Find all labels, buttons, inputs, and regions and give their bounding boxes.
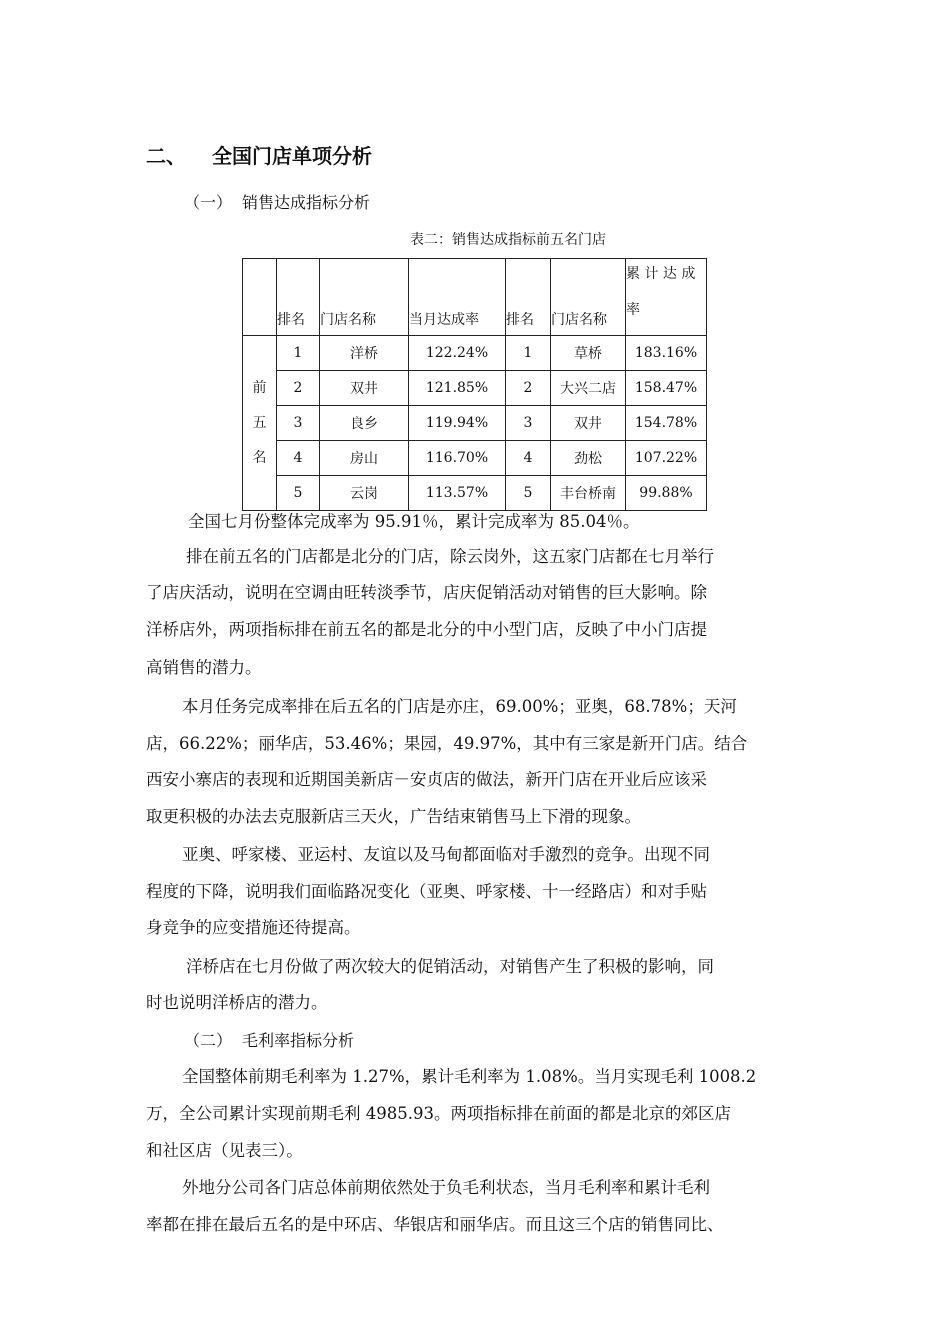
section-title: 全国门店单项分析	[212, 144, 372, 168]
cell-rank1: 5	[277, 476, 320, 511]
header-store-1: 门店名称	[320, 259, 409, 336]
cell-store2: 劲松	[551, 441, 626, 476]
subsection-title: 销售达成指标分析	[242, 193, 371, 212]
body-line: 率都在排在最后五名的是中环店、华银店和丽华店。而且这三个店的销售同比、	[146, 1215, 724, 1234]
cell-rate1: 119.94%	[409, 406, 506, 441]
body-line: 取更积极的办法去克服新店三天火，广告结束销售马上下滑的现象。	[146, 807, 641, 826]
subsection-number: （二）	[184, 1031, 233, 1050]
subsection-title: 毛利率指标分析	[242, 1031, 355, 1050]
body-line: 排在前五名的门店都是北分的门店，除云岗外，这五家门店都在七月举行	[186, 547, 714, 566]
subsection-heading-2	[184, 1028, 354, 1051]
cell-rate2: 183.16%	[626, 336, 707, 371]
cell-store2: 草桥	[551, 336, 626, 371]
cell-rank2: 1	[506, 336, 551, 371]
header-rank-1: 排名	[277, 259, 320, 336]
cell-rate2: 154.78%	[626, 406, 707, 441]
body-line: 洋桥店在七月份做了两次较大的促销活动，对销售产生了积极的影响，同	[186, 957, 714, 976]
cell-rank1: 3	[277, 406, 320, 441]
cell-rate1: 121.85%	[409, 371, 506, 406]
section-number: 二、	[146, 144, 186, 168]
body-line: 全国整体前期毛利率为 1.27%，累计毛利率为 1.08%。当月实现毛利 1008.2	[182, 1067, 757, 1086]
body-line: 了店庆活动，说明在空调由旺转淡季节，店庆促销活动对销售的巨大影响。除	[146, 583, 707, 602]
table-row	[243, 336, 707, 371]
table-row	[243, 406, 707, 441]
header-rate-2	[626, 259, 707, 336]
cell-store1: 良乡	[320, 406, 409, 441]
body-line: 身竞争的应变措施还待提高。	[146, 918, 361, 937]
cell-rank1: 2	[277, 371, 320, 406]
subsection-number: （一）	[184, 193, 233, 212]
body-line: 洋桥店外，两项指标排在前五名的都是北分的中小型门店，反映了中小门店提	[146, 620, 707, 639]
header-blank	[243, 259, 277, 336]
cell-rank2: 2	[506, 371, 551, 406]
subsection-heading-1	[184, 190, 370, 213]
cell-rate1: 113.57%	[409, 476, 506, 511]
body-line: 亚奥、呼家楼、亚运村、友谊以及马甸都面临对手激烈的竞争。出现不同	[182, 845, 710, 864]
table-caption: 表二：销售达成指标前五名门店	[410, 232, 606, 248]
cell-store1: 房山	[320, 441, 409, 476]
body-line: 全国七月份整体完成率为 95.91％，累计完成率为 85.04％。	[188, 512, 640, 531]
cell-rate2: 107.22%	[626, 441, 707, 476]
ranking-table	[242, 258, 707, 511]
cell-rate2: 99.88%	[626, 476, 707, 511]
cell-store2: 丰台桥南	[551, 476, 626, 511]
body-line: 时也说明洋桥店的潜力。	[146, 993, 328, 1012]
cell-rank2: 4	[506, 441, 551, 476]
body-line: 高销售的潜力。	[146, 658, 262, 677]
cell-store1: 双井	[320, 371, 409, 406]
side-char: 五	[252, 414, 267, 431]
table-header-row	[243, 259, 707, 336]
cell-rank1: 4	[277, 441, 320, 476]
header-store-2: 门店名称	[551, 259, 626, 336]
cell-store2: 双井	[551, 406, 626, 441]
body-line: 本月任务完成率排在后五名的门店是亦庄，69.00%；亚奥，68.78%；天河	[182, 697, 737, 716]
side-char: 前	[252, 379, 267, 396]
cell-rank2: 5	[506, 476, 551, 511]
cell-rate1: 122.24%	[409, 336, 506, 371]
table-row	[243, 441, 707, 476]
header-rate-2-bottom: 率	[626, 302, 640, 318]
header-rank-2: 排名	[506, 259, 551, 336]
header-rate-1: 当月达成率	[409, 259, 506, 336]
cell-rank2: 3	[506, 406, 551, 441]
cell-store1: 云岗	[320, 476, 409, 511]
side-char: 名	[252, 449, 267, 466]
side-label	[243, 336, 277, 511]
table-row	[243, 476, 707, 511]
cell-rate2: 158.47%	[626, 371, 707, 406]
section-heading	[146, 140, 372, 169]
body-line: 西安小寨店的表现和近期国美新店－安贞店的做法，新开门店在开业后应该采	[146, 770, 707, 789]
body-line: 店，66.22%；丽华店，53.46%；果园，49.97%，其中有三家是新开门店。结合	[146, 734, 748, 753]
header-rate-2-top: 累 计 达 成	[626, 266, 696, 282]
table-row	[243, 371, 707, 406]
cell-store2: 大兴二店	[551, 371, 626, 406]
body-line: 外地分公司各门店总体前期依然处于负毛利状态，当月毛利率和累计毛利	[182, 1178, 710, 1197]
body-line: 程度的下降，说明我们面临路况变化（亚奥、呼家楼、十一经路店）和对手贴	[146, 882, 707, 901]
cell-rank1: 1	[277, 336, 320, 371]
cell-store1: 洋桥	[320, 336, 409, 371]
cell-rate1: 116.70%	[409, 441, 506, 476]
body-line: 万，全公司累计实现前期毛利 4985.93。两项指标排在前面的都是北京的郊区店	[146, 1104, 731, 1123]
body-line: 和社区店（见表三）。	[146, 1141, 303, 1160]
